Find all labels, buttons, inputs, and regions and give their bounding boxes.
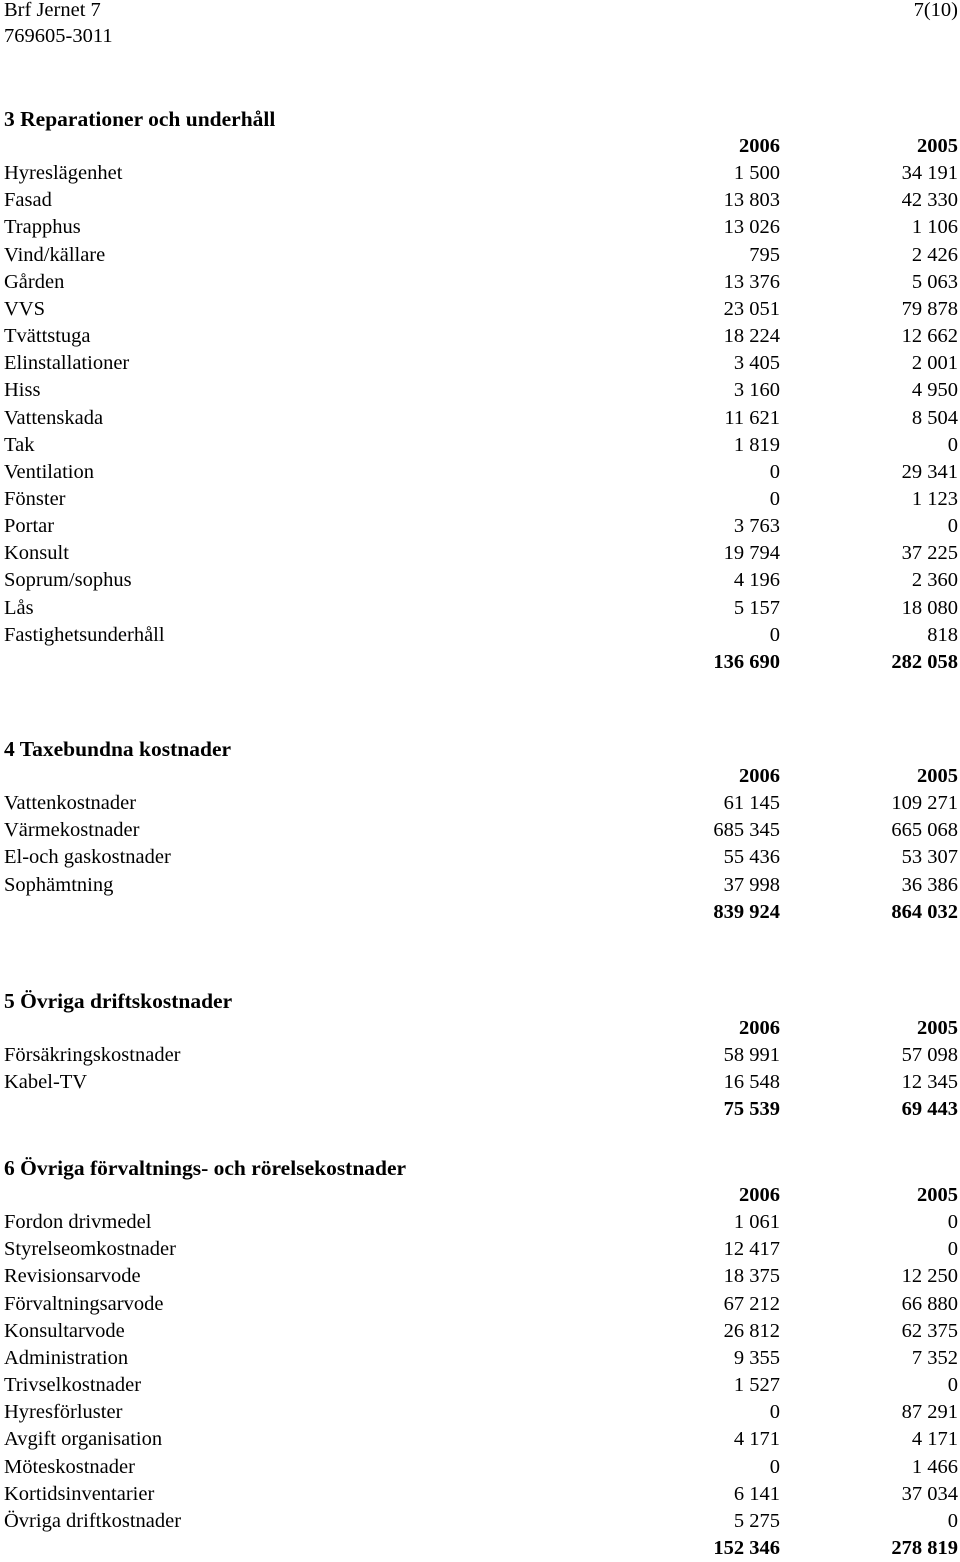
row-label: Vattenkostnader — [4, 792, 137, 815]
value-2005: 665 068 — [891, 819, 958, 842]
row-label: Fastighetsunderhåll — [4, 623, 165, 646]
row-label: Konsultarvode — [4, 1319, 125, 1342]
row-label: Hyreslägenhet — [4, 162, 123, 185]
row-label: Lås — [4, 596, 34, 619]
value-2005: 62 375 — [901, 1319, 958, 1342]
value-2006: 1 500 — [733, 162, 780, 185]
value-2006: 4 196 — [733, 569, 780, 592]
org-number: 769605-3011 — [4, 25, 113, 47]
row-label: Fönster — [4, 487, 66, 510]
row-label: Gården — [4, 270, 65, 293]
total-2005: 282 058 — [891, 650, 958, 673]
value-2005: 5 063 — [911, 270, 958, 293]
value-2005: 37 225 — [901, 542, 958, 565]
column-header-2006: 2006 — [739, 1184, 780, 1206]
total-2006: 152 346 — [713, 1536, 780, 1559]
row-label: Vattenskada — [4, 406, 104, 429]
total-2005: 864 032 — [891, 900, 958, 923]
value-2006: 5 275 — [733, 1509, 780, 1532]
value-2005: 818 — [927, 623, 958, 646]
column-header-2005: 2005 — [917, 1184, 958, 1206]
row-label: Försäkringskostnader — [4, 1044, 181, 1067]
row-label: Trapphus — [4, 216, 81, 239]
value-2005: 1 466 — [911, 1455, 958, 1478]
value-2005: 12 662 — [901, 325, 958, 348]
value-2006: 16 548 — [723, 1071, 780, 1094]
value-2005: 1 106 — [911, 216, 958, 239]
column-header-2005: 2005 — [917, 135, 958, 157]
column-header-2006: 2006 — [739, 1017, 780, 1039]
value-2006: 1 819 — [733, 433, 780, 456]
column-header-2006: 2006 — [739, 135, 780, 157]
value-2006: 0 — [769, 1401, 780, 1424]
value-2005: 53 307 — [901, 846, 958, 869]
row-label: Värmekostnader — [4, 819, 140, 842]
value-2005: 4 950 — [911, 379, 958, 402]
row-label: Möteskostnader — [4, 1455, 135, 1478]
value-2006: 18 224 — [723, 325, 780, 348]
value-2006: 26 812 — [723, 1319, 780, 1342]
value-2006: 13 376 — [723, 270, 780, 293]
section-title: 4 Taxebundna kostnader — [4, 737, 232, 761]
column-header-2005: 2005 — [917, 765, 958, 787]
value-2006: 685 345 — [713, 819, 780, 842]
total-2005: 69 443 — [901, 1098, 958, 1121]
value-2006: 13 803 — [723, 189, 780, 212]
value-2006: 67 212 — [723, 1292, 780, 1315]
row-label: Portar — [4, 515, 55, 538]
value-2005: 12 345 — [901, 1071, 958, 1094]
value-2005: 0 — [947, 1211, 958, 1234]
value-2006: 23 051 — [723, 297, 780, 320]
value-2005: 36 386 — [901, 873, 958, 896]
section-title: 3 Reparationer och underhåll — [4, 107, 276, 131]
row-label: Förvaltningsarvode — [4, 1292, 164, 1315]
value-2006: 13 026 — [723, 216, 780, 239]
value-2005: 2 001 — [911, 352, 958, 375]
value-2005: 37 034 — [901, 1482, 958, 1505]
page-number: 7(10) — [913, 0, 958, 21]
column-header-2005: 2005 — [917, 1017, 958, 1039]
value-2006: 3 160 — [733, 379, 780, 402]
total-2006: 136 690 — [713, 650, 780, 673]
value-2006: 18 375 — [723, 1265, 780, 1288]
row-label: Kortidsinventarier — [4, 1482, 155, 1505]
value-2005: 34 191 — [901, 162, 958, 185]
row-label: Hiss — [4, 379, 41, 402]
value-2006: 9 355 — [733, 1346, 780, 1369]
total-2005: 278 819 — [891, 1536, 958, 1559]
value-2005: 7 352 — [911, 1346, 958, 1369]
value-2005: 12 250 — [901, 1265, 958, 1288]
value-2005: 29 341 — [901, 460, 958, 483]
value-2006: 3 405 — [733, 352, 780, 375]
value-2005: 1 123 — [911, 487, 958, 510]
value-2006: 4 171 — [733, 1428, 780, 1451]
section-title: 5 Övriga driftskostnader — [4, 989, 233, 1013]
value-2005: 0 — [947, 1374, 958, 1397]
value-2006: 1 061 — [733, 1211, 780, 1234]
value-2006: 6 141 — [733, 1482, 780, 1505]
row-label: Konsult — [4, 542, 69, 565]
value-2005: 87 291 — [901, 1401, 958, 1424]
value-2006: 0 — [769, 460, 780, 483]
row-label: VVS — [4, 297, 46, 320]
row-label: Revisionsarvode — [4, 1265, 141, 1288]
value-2005: 0 — [947, 1509, 958, 1532]
row-label: Tak — [4, 433, 35, 456]
company-name: Brf Jernet 7 — [4, 0, 101, 21]
row-label: Fasad — [4, 189, 52, 212]
row-label: Sophämtning — [4, 873, 114, 896]
row-label: Elinstallationer — [4, 352, 130, 375]
value-2006: 58 991 — [723, 1044, 780, 1067]
value-2006: 3 763 — [733, 515, 780, 538]
value-2006: 11 621 — [724, 406, 780, 429]
value-2005: 2 360 — [911, 569, 958, 592]
value-2006: 37 998 — [723, 873, 780, 896]
value-2005: 109 271 — [891, 792, 958, 815]
value-2006: 795 — [749, 243, 780, 266]
section-title: 6 Övriga förvaltnings- och rörelsekostnader — [4, 1156, 407, 1180]
row-label: Tvättstuga — [4, 325, 91, 348]
value-2006: 0 — [769, 623, 780, 646]
row-label: Övriga driftkostnader — [4, 1509, 182, 1532]
value-2006: 0 — [769, 1455, 780, 1478]
value-2005: 79 878 — [901, 297, 958, 320]
value-2006: 0 — [769, 487, 780, 510]
value-2006: 1 527 — [733, 1374, 780, 1397]
value-2005: 4 171 — [911, 1428, 958, 1451]
value-2005: 57 098 — [901, 1044, 958, 1067]
row-label: Administration — [4, 1346, 129, 1369]
column-header-2006: 2006 — [739, 765, 780, 787]
value-2006: 55 436 — [723, 846, 780, 869]
value-2005: 18 080 — [901, 596, 958, 619]
value-2005: 0 — [947, 433, 958, 456]
row-label: Styrelseomkostnader — [4, 1238, 176, 1261]
row-label: Vind/källare — [4, 243, 106, 266]
value-2005: 0 — [947, 515, 958, 538]
value-2005: 0 — [947, 1238, 958, 1261]
value-2005: 42 330 — [901, 189, 958, 212]
value-2006: 12 417 — [723, 1238, 780, 1261]
value-2005: 2 426 — [911, 243, 958, 266]
row-label: Ventilation — [4, 460, 94, 483]
value-2005: 66 880 — [901, 1292, 958, 1315]
value-2006: 5 157 — [733, 596, 780, 619]
row-label: Trivselkostnader — [4, 1374, 142, 1397]
total-2006: 75 539 — [723, 1098, 780, 1121]
value-2006: 61 145 — [723, 792, 780, 815]
value-2005: 8 504 — [911, 406, 958, 429]
row-label: Avgift organisation — [4, 1428, 163, 1451]
row-label: Soprum/sophus — [4, 569, 132, 592]
total-2006: 839 924 — [713, 900, 780, 923]
row-label: Kabel-TV — [4, 1071, 88, 1094]
row-label: Hyresförluster — [4, 1401, 123, 1424]
row-label: Fordon drivmedel — [4, 1211, 152, 1234]
row-label: El-och gaskostnader — [4, 846, 171, 869]
value-2006: 19 794 — [723, 542, 780, 565]
